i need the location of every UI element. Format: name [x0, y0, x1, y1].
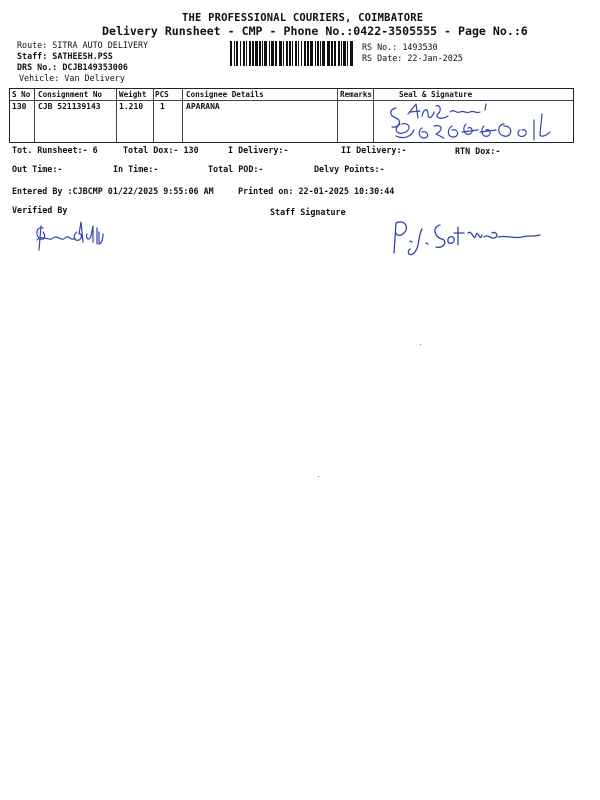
- barcode-bar: [243, 41, 245, 66]
- in-time: In Time:-: [113, 164, 159, 174]
- barcode-bar: [264, 41, 267, 66]
- barcode-bar: [271, 41, 274, 66]
- out-time: Out Time:-: [12, 164, 63, 174]
- drs-number-line: [17, 62, 128, 72]
- barcode-bar: [315, 41, 316, 66]
- barcode-bar: [249, 41, 251, 66]
- header-seal-signature: Seal & Signature: [399, 90, 473, 99]
- total-runsheet: Tot. Runsheet:- 6: [12, 145, 98, 155]
- barcode-bar: [286, 41, 288, 66]
- header-pcs: PCS: [155, 90, 169, 99]
- runsheet-title: Delivery Runsheet - CMP - Phone No.:0422-3505555 - Page No.:6: [102, 24, 528, 38]
- rs-date: RS Date: 22-Jan-2025: [362, 53, 463, 63]
- vehicle-line: Vehicle: Van Delivery: [19, 73, 125, 83]
- column-divider: [34, 89, 35, 142]
- barcode-bar: [298, 41, 299, 66]
- rtn-dox: RTN Dox:-: [455, 146, 501, 156]
- barcode-bar: [307, 41, 309, 66]
- header-consignment-no: Consignment No: [38, 90, 103, 99]
- header-consignee-details: Consignee Details: [186, 90, 264, 99]
- barcode-bar: [255, 41, 258, 66]
- total-pod: Total POD:-: [208, 164, 264, 174]
- barcode-bar: [341, 41, 342, 66]
- barcode-bar: [246, 41, 247, 66]
- barcode-bar: [343, 41, 346, 66]
- header-remarks: Remarks: [340, 90, 373, 99]
- barcode-bar: [279, 41, 282, 66]
- company-name: THE PROFESSIONAL COURIERS, COIMBATORE: [182, 12, 424, 24]
- ii-delivery: II Delivery:-: [341, 145, 407, 155]
- barcode-bar: [252, 41, 254, 66]
- staff-signature-label: Staff Signature: [270, 207, 346, 217]
- barcode-bar: [275, 41, 277, 66]
- entered-by: Entered By :CJBCMP 01/22/2025 9:55:06 AM: [12, 186, 214, 196]
- row-consignment-no: CJB 521139143: [38, 102, 101, 111]
- delivery-points: Delvy Points:-: [314, 164, 385, 174]
- barcode-bar: [317, 41, 319, 66]
- barcode-bar: [320, 41, 321, 66]
- barcode-bar: [331, 41, 333, 66]
- barcode-bar: [240, 41, 241, 66]
- barcode-bar: [301, 41, 302, 66]
- printed-on: Printed on: 22-01-2025 10:30:44: [238, 186, 395, 196]
- barcode-bar: [327, 41, 330, 66]
- column-divider: [153, 89, 154, 142]
- barcode-bar: [234, 41, 235, 66]
- row-pcs: 1: [160, 102, 165, 111]
- barcode-bar: [350, 41, 353, 66]
- column-divider: [116, 89, 117, 142]
- column-divider: [373, 89, 374, 142]
- barcode-bar: [283, 41, 284, 66]
- column-divider: [337, 89, 338, 142]
- row-s-no: 130: [12, 102, 27, 111]
- rs-number: RS No.: 1493530: [362, 42, 438, 52]
- verifier-signature: [33, 220, 108, 255]
- verified-by-label: Verified By: [12, 205, 68, 215]
- barcode-bar: [262, 41, 263, 66]
- barcode-bar: [236, 41, 238, 66]
- column-divider: [182, 89, 183, 142]
- barcode-bar: [292, 41, 293, 66]
- header-s-no: S No: [12, 90, 31, 99]
- barcode-bar: [289, 41, 291, 66]
- barcode-bar: [338, 41, 340, 66]
- barcode-bar: [310, 41, 313, 66]
- i-delivery: I Delivery:-: [228, 145, 289, 155]
- barcode-bar: [304, 41, 306, 66]
- staff-line: Staff: SATHEESH.PSS: [17, 51, 113, 61]
- route-line: Route: SITRA AUTO DELIVERY: [17, 40, 149, 50]
- row-weight: 1.210: [119, 102, 144, 111]
- barcode-bar: [334, 41, 336, 66]
- drs-label: DRS No.:: [17, 62, 58, 72]
- scan-speck: [420, 344, 421, 345]
- barcode-bar: [259, 41, 261, 66]
- drs-value: DCJB149353006: [62, 62, 128, 72]
- verifier-signature-ink: [37, 222, 103, 250]
- total-dox: Total Dox:- 130: [123, 145, 199, 155]
- barcode-bar: [347, 41, 348, 66]
- scan-speck: [318, 476, 319, 477]
- barcode-bar: [269, 41, 270, 66]
- receiver-signature-ink: [391, 104, 550, 140]
- barcode-bar: [322, 41, 325, 66]
- barcode-bar: [295, 41, 297, 66]
- barcode-bar: [230, 41, 232, 66]
- staff-signature-ink: [394, 222, 540, 255]
- header-weight: Weight: [119, 90, 147, 99]
- barcode: [230, 41, 356, 66]
- row-consignee: APARANA: [186, 102, 220, 111]
- staff-signature: [388, 215, 548, 260]
